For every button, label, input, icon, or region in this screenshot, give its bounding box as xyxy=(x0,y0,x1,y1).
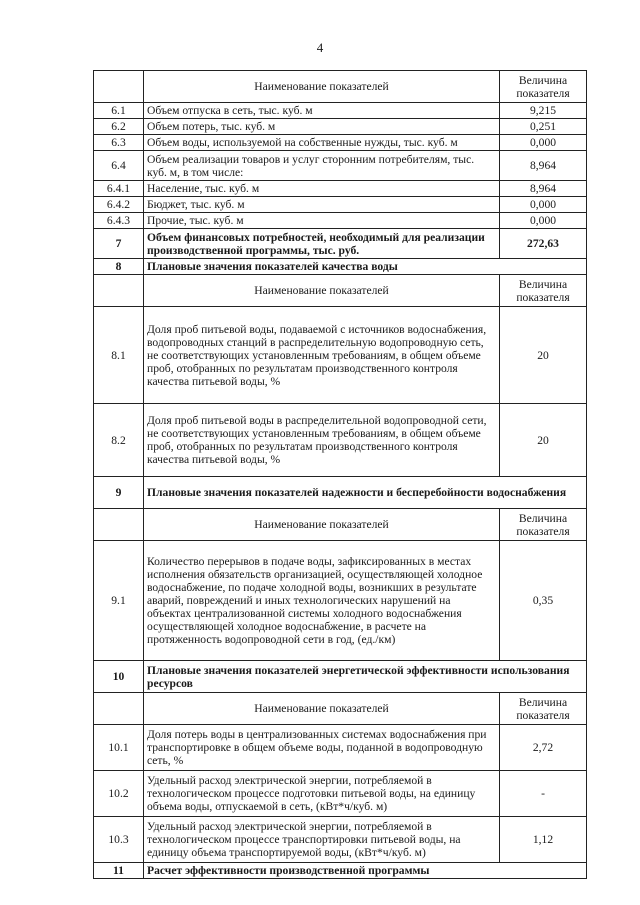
table-row xyxy=(94,103,587,119)
header-value-cell: Величина показателя xyxy=(500,71,587,103)
header-num-cell xyxy=(94,693,144,725)
table-row xyxy=(94,197,587,213)
row-value: 1,12 xyxy=(500,817,587,863)
header-value-cell: Величина показателя xyxy=(500,693,587,725)
row-number: 8.2 xyxy=(94,404,144,477)
section-header-row xyxy=(94,693,587,725)
section-number: 9 xyxy=(94,477,144,509)
row-number: 6.4.1 xyxy=(94,181,144,197)
row-value: 20 xyxy=(500,404,587,477)
indicators-table xyxy=(93,70,587,879)
row-name: Доля проб питьевой воды, подаваемой с источников водоснабжения, водопроводных станций в распределительную водопроводную сеть, не соответствующих установленным требованиям, в общем объеме проб, отобранных по результатам производственного контроля качества питьевой воды, % xyxy=(144,307,500,404)
row-value: 0,251 xyxy=(500,119,587,135)
table-header-row xyxy=(94,71,587,103)
section-title-row xyxy=(94,259,587,275)
table-row xyxy=(94,771,587,817)
section-number: 11 xyxy=(94,863,144,879)
table-row xyxy=(94,541,587,661)
row-name: Население, тыс. куб. м xyxy=(144,181,500,197)
row-value: 272,63 xyxy=(500,229,587,259)
row-number: 6.2 xyxy=(94,119,144,135)
row-value: 0,000 xyxy=(500,197,587,213)
row-number: 7 xyxy=(94,229,144,259)
row-name: Доля проб питьевой воды в распределительной водопроводной сети, не соответствующих установленным требованиям, в общем объеме проб, отобранных по результатам производственного контроля качества питьевой воды, % xyxy=(144,404,500,477)
row-name: Объем потерь, тыс. куб. м xyxy=(144,119,500,135)
header-name-cell: Наименование показателей xyxy=(144,509,500,541)
section-title: Плановые значения показателей качества воды xyxy=(144,259,587,275)
section-title-row xyxy=(94,661,587,693)
row-number: 10.2 xyxy=(94,771,144,817)
row-name: Удельный расход электрической энергии, потребляемой в технологическом процессе транспортировки питьевой воды, на единицу объема транспортируемой воды, (кВт*ч/куб. м) xyxy=(144,817,500,863)
row-number: 6.4.2 xyxy=(94,197,144,213)
row-value: 0,000 xyxy=(500,213,587,229)
row-number: 10.3 xyxy=(94,817,144,863)
section-title: Плановые значения показателей энергетической эффективности использования ресурсов xyxy=(144,661,587,693)
table-row xyxy=(94,817,587,863)
row-number: 10.1 xyxy=(94,725,144,771)
header-num-cell xyxy=(94,509,144,541)
table-row xyxy=(94,725,587,771)
row-value: 2,72 xyxy=(500,725,587,771)
row-name: Количество перерывов в подаче воды, зафиксированных в местах исполнения обязательств организацией, осуществляющей холодное водоснабжение, по подаче холодной воды, возникших в результате аварий, повреждений и иных технологических нарушений на объектах централизованной системы холодного водоснабжения осуществляющей холодное водоснабжение, в расчете на протяженность водопроводной сети в год, (ед./км) xyxy=(144,541,500,661)
header-value-cell: Величина показателя xyxy=(500,275,587,307)
row-value: 9,215 xyxy=(500,103,587,119)
table-row xyxy=(94,213,587,229)
section-title-row xyxy=(94,863,587,879)
row-value: - xyxy=(500,771,587,817)
header-num-cell xyxy=(94,275,144,307)
header-name-cell: Наименование показателей xyxy=(144,693,500,725)
section-title: Расчет эффективности производственной программы xyxy=(144,863,587,879)
row-value: 20 xyxy=(500,307,587,404)
row-value: 8,964 xyxy=(500,151,587,181)
section-title: Плановые значения показателей надежности и бесперебойности водоснабжения xyxy=(144,477,587,509)
row-value: 8,964 xyxy=(500,181,587,197)
row-name: Объем финансовых потребностей, необходимый для реализации производственной программы, тыс. руб. xyxy=(144,229,500,259)
row-number: 6.3 xyxy=(94,135,144,151)
table-row xyxy=(94,307,587,404)
row-name: Объем отпуска в сеть, тыс. куб. м xyxy=(144,103,500,119)
row-number: 6.4 xyxy=(94,151,144,181)
row-name: Бюджет, тыс. куб. м xyxy=(144,197,500,213)
row-value: 0,000 xyxy=(500,135,587,151)
section-number: 10 xyxy=(94,661,144,693)
section-header-row xyxy=(94,275,587,307)
header-value-cell: Величина показателя xyxy=(500,509,587,541)
table-row xyxy=(94,404,587,477)
header-name-cell: Наименование показателей xyxy=(144,71,500,103)
row-number: 8.1 xyxy=(94,307,144,404)
table-row xyxy=(94,135,587,151)
page-number: 4 xyxy=(316,40,324,55)
table-row-financial xyxy=(94,229,587,259)
table-row xyxy=(94,119,587,135)
row-value: 0,35 xyxy=(500,541,587,661)
table-row xyxy=(94,181,587,197)
row-name: Доля потерь воды в централизованных системах водоснабжения при транспортировке в общем объеме воды, поданной в водопроводную сеть, % xyxy=(144,725,500,771)
header-num-cell xyxy=(94,71,144,103)
section-number: 8 xyxy=(94,259,144,275)
header-name-cell: Наименование показателей xyxy=(144,275,500,307)
row-number: 9.1 xyxy=(94,541,144,661)
row-name: Удельный расход электрической энергии, потребляемой в технологическом процессе подготовки питьевой воды, на единицу объема воды, отпускаемой в сеть, (кВт*ч/куб. м) xyxy=(144,771,500,817)
row-name: Объем реализации товаров и услуг сторонним потребителям, тыс. куб. м, в том числе: xyxy=(144,151,500,181)
section-title-row xyxy=(94,477,587,509)
table-row xyxy=(94,151,587,181)
row-number: 6.1 xyxy=(94,103,144,119)
row-name: Прочие, тыс. куб. м xyxy=(144,213,500,229)
row-number: 6.4.3 xyxy=(94,213,144,229)
row-name: Объем воды, используемой на собственные нужды, тыс. куб. м xyxy=(144,135,500,151)
section-header-row xyxy=(94,509,587,541)
